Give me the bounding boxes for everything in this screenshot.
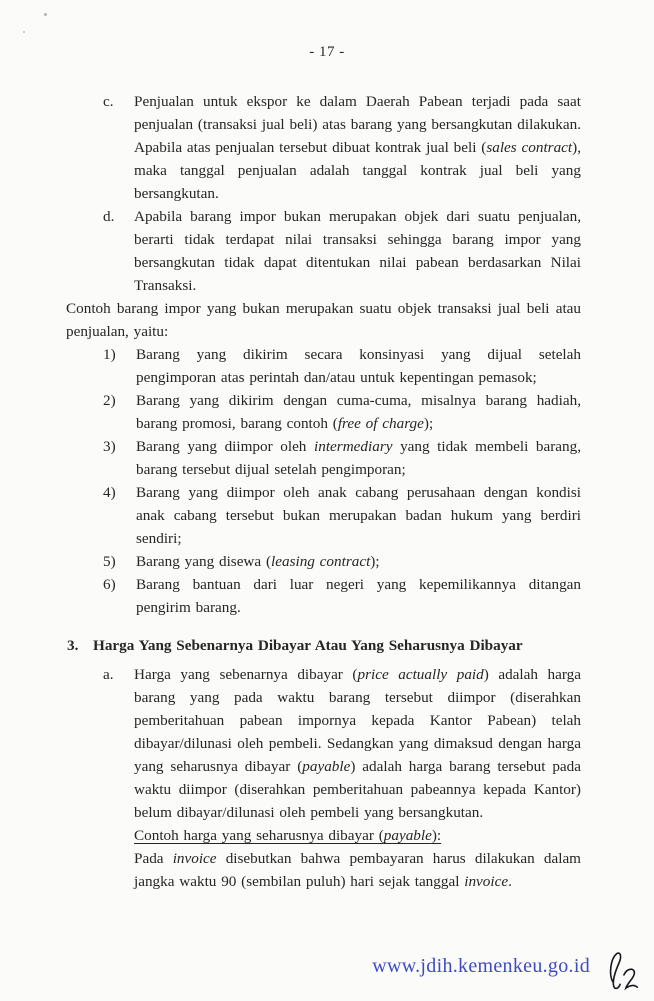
list-item-3-marker: 3)	[103, 438, 116, 455]
list-item-d-text: Apabila barang impor bukan merupakan objek dari suatu penjualan, berarti tidak terdapat nilai transaksi sehingga barang impor yang bersangkutan tidak dapat ditentukan nilai pabean berdasarkan Nilai Transaksi.	[134, 208, 581, 294]
handwritten-initials	[604, 948, 642, 996]
page-number: - 17 -	[309, 44, 345, 60]
handwritten-initials-icon	[604, 948, 642, 996]
list-item-6-text: Barang bantuan dari luar negeri yang kepemilikannya ditangan pengirim barang.	[136, 576, 581, 616]
list-item-5-marker: 5)	[103, 553, 116, 570]
list-item-3	[66, 435, 581, 481]
footer-url-link[interactable]: www.jdih.kemenkeu.go.id	[372, 955, 590, 977]
list-item-3-text: Barang yang diimpor oleh intermediary yang tidak membeli barang, barang tersebut dijual setelah pengimporan;	[136, 438, 582, 478]
paragraph-contoh-intro-text: Contoh barang impor yang bukan merupakan suatu objek transaksi jual beli atau penjualan, yaitu:	[66, 300, 581, 340]
list-item-a-text: Harga yang sebenarnya dibayar (price actually paid) adalah harga barang yang pada waktu barang tersebut diimpor (diserahkan pemberitahuan pabean impornya kepada Kantor Pabean) telah dibayar/dilunasi oleh pembeli. Sedangkan yang dimaksud dengan harga yang seharusnya dibayar (payable) adalah harga barang tersebut pada waktu diimpor (diserahkan pemberitahuan pabeannya kepada Kantor) belum dibayar/dilunasi oleh pembeli yang bersangkutan.	[134, 666, 581, 821]
list-item-2-marker: 2)	[103, 392, 116, 409]
page-footer	[0, 953, 654, 999]
document-content	[66, 90, 581, 893]
list-item-c	[66, 90, 581, 205]
list-item-6-marker: 6)	[103, 576, 116, 593]
list-item-d-marker: d.	[103, 208, 115, 225]
list-item-2	[66, 389, 581, 435]
list-item-1-text: Barang yang dikirim secara konsinyasi yang dijual setelah pengimporan atas perintah dan/atau untuk kepentingan pemasok;	[136, 346, 581, 386]
line-contoh-payable	[66, 824, 581, 847]
list-item-a-marker: a.	[103, 666, 114, 683]
list-item-1	[66, 343, 581, 389]
list-item-c-marker: c.	[103, 93, 114, 110]
section-heading-3-marker: 3.	[67, 637, 79, 654]
list-item-2-text: Barang yang dikirim dengan cuma-cuma, misalnya barang hadiah, barang promosi, barang contoh (free of charge);	[136, 392, 581, 432]
list-item-c-text: Penjualan untuk ekspor ke dalam Daerah Pabean terjadi pada saat penjualan (transaksi jual beli) atas barang yang bersangkutan dilakukan. Apabila atas penjualan tersebut dibuat kontrak jual beli (sales contract), maka tanggal penjualan adalah tanggal kontrak jual beli yang bersangkutan.	[134, 93, 581, 202]
line-contoh-payable-text: Contoh harga yang seharusnya dibayar (payable):	[134, 827, 442, 844]
section-heading-3	[66, 634, 581, 657]
list-item-4-text: Barang yang diimpor oleh anak cabang perusahaan dengan kondisi anak cabang tersebut bukan merupakan badan hukum yang berdiri sendiri;	[136, 484, 581, 547]
paragraph-contoh-intro	[66, 297, 581, 343]
list-item-5-text: Barang yang disewa (leasing contract);	[136, 553, 380, 570]
section-heading-3-text: Harga Yang Sebenarnya Dibayar Atau Yang Seharusnya Dibayar	[93, 637, 523, 654]
scan-speck	[44, 13, 47, 16]
paragraph-pada-invoice-text: Pada invoice disebutkan bahwa pembayaran harus dilakukan dalam jangka waktu 90 (sembilan puluh) hari sejak tanggal invoice.	[134, 850, 581, 890]
list-item-1-marker: 1)	[103, 346, 116, 363]
list-item-6	[66, 573, 581, 619]
scan-speck	[23, 31, 25, 33]
list-item-4	[66, 481, 581, 550]
list-item-d	[66, 205, 581, 297]
paragraph-pada-invoice	[66, 847, 581, 893]
list-item-4-marker: 4)	[103, 484, 116, 501]
list-item-5	[66, 550, 581, 573]
list-item-a	[66, 663, 581, 824]
